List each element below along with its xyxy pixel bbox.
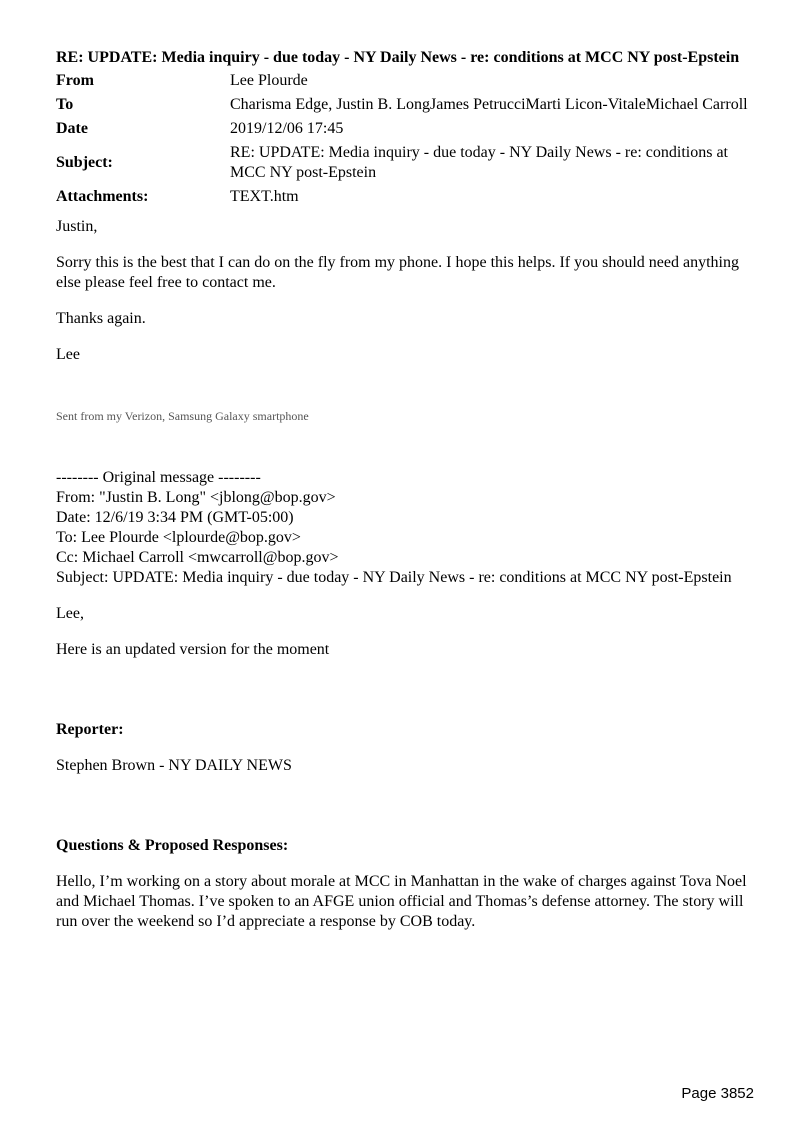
questions-heading: Questions & Proposed Responses: — [56, 837, 289, 854]
original-cc: Cc: Michael Carroll <mwcarroll@bop.gov> — [56, 549, 339, 566]
greeting: Justin, — [56, 218, 98, 235]
signature: Lee — [56, 346, 80, 363]
email-body — [56, 217, 756, 932]
header-label: Subject: — [56, 154, 113, 171]
email-document — [56, 48, 756, 932]
original-greeting: Lee, — [56, 605, 84, 622]
header-row-date — [56, 117, 756, 141]
reporter-heading: Reporter: — [56, 721, 124, 738]
email-header-table — [56, 69, 756, 209]
header-label: To — [56, 96, 74, 113]
sent-from-line: Sent from my Verizon, Samsung Galaxy smartphone — [56, 409, 309, 423]
header-value: Charisma Edge, Justin B. LongJames PetrucciMarti Licon-VitaleMichael Carroll — [230, 96, 748, 113]
header-row-from — [56, 69, 756, 93]
page-number: Page 3852 — [681, 1085, 754, 1102]
header-row-to — [56, 93, 756, 117]
attachment-link[interactable]: TEXT.htm — [230, 188, 299, 205]
header-row-attachments — [56, 185, 756, 209]
header-value: 2019/12/06 17:45 — [230, 120, 344, 137]
header-label: Date — [56, 120, 88, 137]
reporter-name: Stephen Brown - NY DAILY NEWS — [56, 757, 292, 774]
original-intro: Here is an updated version for the moment — [56, 641, 330, 658]
header-value: Lee Plourde — [230, 72, 308, 89]
original-message — [56, 468, 756, 932]
original-from: From: "Justin B. Long" <jblong@bop.gov> — [56, 489, 336, 506]
header-row-subject — [56, 141, 756, 185]
question-paragraph: Hello, I’m working on a story about morale at MCC in Manhattan in the wake of charges against Tova Noel and Michael Thomas. I’ve spoken to an AFGE union official and Thomas’s defense attorney. The story will run over the weekend so I’d appreciate a response by COB today. — [56, 873, 747, 930]
original-date: Date: 12/6/19 3:34 PM (GMT-05:00) — [56, 509, 294, 526]
original-divider: -------- Original message -------- — [56, 469, 261, 486]
body-paragraph: Sorry this is the best that I can do on the fly from my phone. I hope this helps. If you should need anything else please feel free to contact me. — [56, 254, 739, 291]
original-subject: Subject: UPDATE: Media inquiry - due today - NY Daily News - re: conditions at MCC NY post-Epstein — [56, 569, 732, 586]
header-value: RE: UPDATE: Media inquiry - due today - NY Daily News - re: conditions at MCC NY post-Epstein — [230, 144, 728, 181]
original-to: To: Lee Plourde <lplourde@bop.gov> — [56, 529, 301, 546]
header-label: From — [56, 72, 94, 89]
header-label: Attachments: — [56, 188, 149, 205]
thanks-line: Thanks again. — [56, 310, 146, 327]
email-title: RE: UPDATE: Media inquiry - due today - NY Daily News - re: conditions at MCC NY post-Epstein — [56, 49, 740, 66]
